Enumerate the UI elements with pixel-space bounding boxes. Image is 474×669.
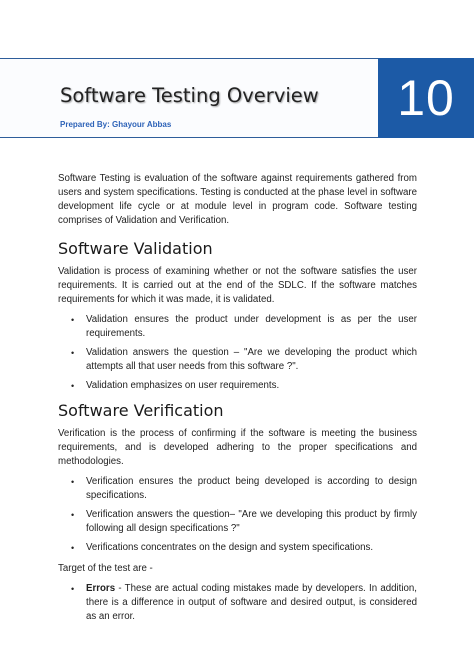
list-item-text: Verifications concentrates on the design and system specifications. bbox=[86, 542, 374, 553]
list-item-text: Verification ensures the product being developed is according to design specifications. bbox=[86, 476, 417, 501]
list-item-text: Validation emphasizes on user requirements. bbox=[86, 380, 280, 391]
target-bullet-list bbox=[58, 582, 417, 624]
list-item bbox=[58, 346, 417, 374]
list-item-text: Validation answers the question – "Are we developing the product which attempts all that user needs from this software ?". bbox=[86, 347, 417, 372]
list-item bbox=[58, 379, 417, 393]
list-item bbox=[58, 313, 417, 341]
validation-bullet-list bbox=[58, 313, 417, 393]
intro-paragraph: Software Testing is evaluation of the software against requirements gathered from users and system specifications. Testing is conducted at the phase level in software development life cycle or at module level in program code. Software testing comprises of Validation and Verification. bbox=[58, 173, 417, 226]
verification-heading: Software Verification bbox=[58, 401, 224, 420]
chapter-number-badge bbox=[378, 58, 474, 138]
list-item bbox=[58, 541, 417, 555]
list-item-text: Verification answers the question– "Are we developing this product by firmly following all design specifications ?" bbox=[86, 509, 417, 534]
validation-heading: Software Validation bbox=[58, 239, 213, 258]
list-item bbox=[58, 582, 417, 624]
list-item bbox=[58, 508, 417, 536]
chapter-number: 10 bbox=[397, 70, 455, 126]
verification-bullet-list bbox=[58, 475, 417, 555]
bullet-icon: • bbox=[71, 348, 75, 358]
page-title: Software Testing Overview bbox=[60, 84, 319, 107]
content-body bbox=[58, 172, 417, 631]
bullet-icon: • bbox=[71, 315, 75, 325]
bullet-icon: • bbox=[71, 510, 75, 520]
target-intro: Target of the test are - bbox=[58, 563, 153, 574]
bullet-icon: • bbox=[71, 477, 75, 487]
verification-paragraph: Verification is the process of confirming if the software is meeting the business requirements, and is developed adhering to the proper specifications and methodologies. bbox=[58, 428, 417, 467]
bullet-icon: • bbox=[71, 381, 75, 391]
list-item-text: - These are actual coding mistakes made by developers. In addition, there is a difference in output of software and desired output, is considered as an error. bbox=[86, 583, 417, 622]
bullet-icon: • bbox=[71, 584, 75, 594]
list-item-text: Validation ensures the product under development is as per the user requirements. bbox=[86, 314, 417, 339]
list-item-term: Errors bbox=[86, 583, 116, 594]
bullet-icon: • bbox=[71, 543, 75, 553]
author-line: Prepared By: Ghayour Abbas bbox=[60, 120, 172, 129]
list-item bbox=[58, 475, 417, 503]
validation-paragraph: Validation is process of examining whether or not the software satisfies the user requirements. It is carried out at the end of the SDLC. If the software matches requirements for which it was made, it is validated. bbox=[58, 266, 417, 305]
